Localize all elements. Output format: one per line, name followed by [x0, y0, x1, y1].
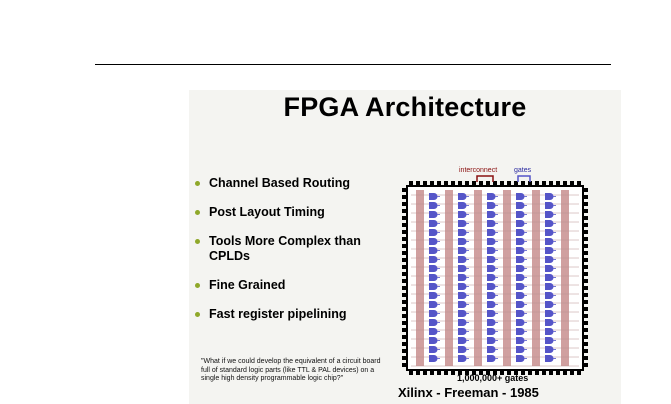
io-pad [542, 371, 546, 375]
logic-gate [545, 346, 554, 353]
logic-gate [487, 247, 496, 254]
logic-gate [458, 247, 467, 254]
io-pad [409, 371, 413, 375]
logic-gate [516, 274, 525, 281]
bullet-text: Fine Grained [209, 278, 286, 292]
logic-gate [458, 292, 467, 299]
io-pad [402, 342, 406, 346]
io-pad [402, 216, 406, 220]
io-pad [500, 181, 504, 185]
io-pad [584, 335, 588, 339]
logic-gate [429, 301, 438, 308]
io-pad [584, 251, 588, 255]
io-pad [577, 371, 581, 375]
fpga-diagram [189, 90, 621, 404]
logic-gate [545, 292, 554, 299]
logic-gate [516, 238, 525, 245]
io-pad [402, 209, 406, 213]
gate-count-caption: 1,000,000+ gates [457, 373, 529, 383]
logic-gate [458, 346, 467, 353]
logic-gate [545, 238, 554, 245]
logic-gate [516, 346, 525, 353]
logic-gate [429, 229, 438, 236]
io-pad [542, 181, 546, 185]
bullet-text: Post Layout Timing [209, 205, 325, 219]
logic-gate [458, 310, 467, 317]
logic-gate [429, 310, 438, 317]
io-pad [402, 258, 406, 262]
io-pad [402, 286, 406, 290]
logic-gate [516, 220, 525, 227]
logic-gate [516, 355, 525, 362]
fpga-chip-graphic [402, 176, 588, 375]
io-pad [584, 307, 588, 311]
logic-gate [429, 238, 438, 245]
logic-gate [545, 256, 554, 263]
io-pad [437, 181, 441, 185]
io-pad [584, 363, 588, 367]
io-pad [402, 307, 406, 311]
logic-gate [516, 292, 525, 299]
io-pad [402, 195, 406, 199]
io-pad [521, 181, 525, 185]
logic-gate [458, 202, 467, 209]
logic-gate [429, 220, 438, 227]
logic-gate [458, 328, 467, 335]
logic-gate [487, 292, 496, 299]
logic-gate [458, 355, 467, 362]
io-pad [528, 371, 532, 375]
slide [189, 90, 621, 404]
io-pad [507, 181, 511, 185]
logic-gate [487, 328, 496, 335]
logic-gate [487, 355, 496, 362]
io-pad [584, 230, 588, 234]
io-pad [409, 181, 413, 185]
io-pad [402, 314, 406, 318]
logic-gate [458, 283, 467, 290]
logic-gate [458, 220, 467, 227]
io-pad [584, 328, 588, 332]
io-pad [486, 181, 490, 185]
io-pad [570, 181, 574, 185]
logic-gate [429, 193, 438, 200]
io-pad [402, 335, 406, 339]
logic-gate [429, 274, 438, 281]
logic-gate [545, 265, 554, 272]
slide-title: FPGA Architecture [283, 92, 527, 122]
io-pad [437, 371, 441, 375]
io-pad [584, 286, 588, 290]
io-pad [570, 371, 574, 375]
io-pad [584, 314, 588, 318]
io-pad [584, 321, 588, 325]
io-pad [584, 293, 588, 297]
io-pad [584, 342, 588, 346]
logic-gate [487, 283, 496, 290]
io-pad [402, 244, 406, 248]
logic-gate [458, 211, 467, 218]
logic-gate [545, 202, 554, 209]
io-pad [584, 300, 588, 304]
bullet-text: Fast register pipelining [209, 307, 347, 321]
io-pad [535, 371, 539, 375]
logic-gate [516, 256, 525, 263]
logic-gate [516, 319, 525, 326]
logic-gate [545, 301, 554, 308]
io-pad [584, 209, 588, 213]
io-pad [402, 265, 406, 269]
top-horizontal-rule [95, 64, 611, 65]
io-pad [472, 181, 476, 185]
logic-gate [545, 355, 554, 362]
logic-gate [545, 220, 554, 227]
io-pad [402, 363, 406, 367]
io-pad [465, 181, 469, 185]
logic-gate [545, 337, 554, 344]
logic-gate [516, 211, 525, 218]
io-pad [430, 181, 434, 185]
logic-gate [487, 337, 496, 344]
io-pad [423, 181, 427, 185]
io-pad [402, 293, 406, 297]
io-pad [584, 237, 588, 241]
logic-gate [487, 220, 496, 227]
io-pad [549, 371, 553, 375]
logic-gate [516, 229, 525, 236]
logic-gate [458, 274, 467, 281]
io-pad [584, 188, 588, 192]
logic-gate [458, 319, 467, 326]
io-pad [402, 328, 406, 332]
logic-gate [516, 283, 525, 290]
logic-gate [458, 238, 467, 245]
logic-gate [487, 265, 496, 272]
logic-gate [429, 247, 438, 254]
logic-gate [545, 319, 554, 326]
io-pad [416, 181, 420, 185]
io-pad [584, 258, 588, 262]
io-pad [584, 223, 588, 227]
logic-gate [516, 310, 525, 317]
logic-gate [458, 256, 467, 263]
io-pad [423, 371, 427, 375]
io-pad [402, 202, 406, 206]
logic-gate [429, 283, 438, 290]
io-pad [584, 356, 588, 360]
io-pad [402, 321, 406, 325]
io-pad [402, 223, 406, 227]
io-pad [451, 371, 455, 375]
logic-gate [516, 328, 525, 335]
io-pad [402, 279, 406, 283]
logic-gate [516, 202, 525, 209]
logic-gate [429, 202, 438, 209]
io-pad [402, 188, 406, 192]
io-pad [402, 251, 406, 255]
logic-gate [487, 301, 496, 308]
io-pad [556, 371, 560, 375]
logic-gate [516, 193, 525, 200]
logic-gate [429, 256, 438, 263]
logic-gate [487, 256, 496, 263]
io-pad [402, 272, 406, 276]
io-pad [535, 181, 539, 185]
io-pad [584, 279, 588, 283]
logic-gate [516, 337, 525, 344]
logic-gate [545, 283, 554, 290]
logic-gate [487, 211, 496, 218]
logic-gate [487, 319, 496, 326]
logic-gate [487, 310, 496, 317]
logic-gate [429, 346, 438, 353]
io-pad [479, 181, 483, 185]
bullet-text: Channel Based Routing [209, 176, 350, 190]
logic-gate [487, 274, 496, 281]
io-pad [556, 181, 560, 185]
logic-gate [458, 337, 467, 344]
io-pad [584, 265, 588, 269]
io-pad [402, 230, 406, 234]
logic-gate [545, 247, 554, 254]
io-pad [402, 300, 406, 304]
io-pad [584, 216, 588, 220]
logic-gate [487, 238, 496, 245]
io-pad [563, 181, 567, 185]
logic-gate [429, 319, 438, 326]
logic-gate [545, 211, 554, 218]
io-pad [430, 371, 434, 375]
logic-gate [516, 265, 525, 272]
io-pad [444, 371, 448, 375]
io-pad [584, 272, 588, 276]
interconnect-label: interconnect [459, 167, 498, 174]
logic-gate [429, 292, 438, 299]
io-pad [416, 371, 420, 375]
io-pad [444, 181, 448, 185]
logic-gate [487, 346, 496, 353]
logic-gate [516, 301, 525, 308]
logic-gate [458, 301, 467, 308]
logic-gate [429, 355, 438, 362]
logic-gate [545, 328, 554, 335]
logic-gate [545, 310, 554, 317]
io-pad [584, 244, 588, 248]
logic-gate [487, 229, 496, 236]
logic-gate [545, 193, 554, 200]
io-pad [563, 371, 567, 375]
io-pad [451, 181, 455, 185]
logic-gate [487, 202, 496, 209]
io-pad [402, 349, 406, 353]
logic-gate [545, 274, 554, 281]
logic-gate [516, 247, 525, 254]
logic-gate [429, 265, 438, 272]
io-pad [577, 181, 581, 185]
logic-gate [458, 265, 467, 272]
io-pad [584, 195, 588, 199]
io-pad [402, 237, 406, 241]
credit-caption: Xilinx - Freeman - 1985 [398, 385, 539, 400]
quote-text: "What if we could develop the equivalent of a circuit board full of standard logic parts (like TTL & PAL devices) on a single high density programmable logic chip?" [201, 358, 381, 382]
logic-gate [429, 337, 438, 344]
bullet-text: Tools More Complex than CPLDs [209, 234, 361, 263]
logic-gate [429, 328, 438, 335]
logic-gate [429, 211, 438, 218]
logic-gate [487, 193, 496, 200]
io-pad [402, 356, 406, 360]
logic-gate [545, 229, 554, 236]
gates-label: gates [514, 167, 532, 174]
io-pad [584, 349, 588, 353]
io-pad [458, 181, 462, 185]
logic-gate [458, 193, 467, 200]
logic-gate [458, 229, 467, 236]
io-pad [584, 202, 588, 206]
io-pad [549, 181, 553, 185]
